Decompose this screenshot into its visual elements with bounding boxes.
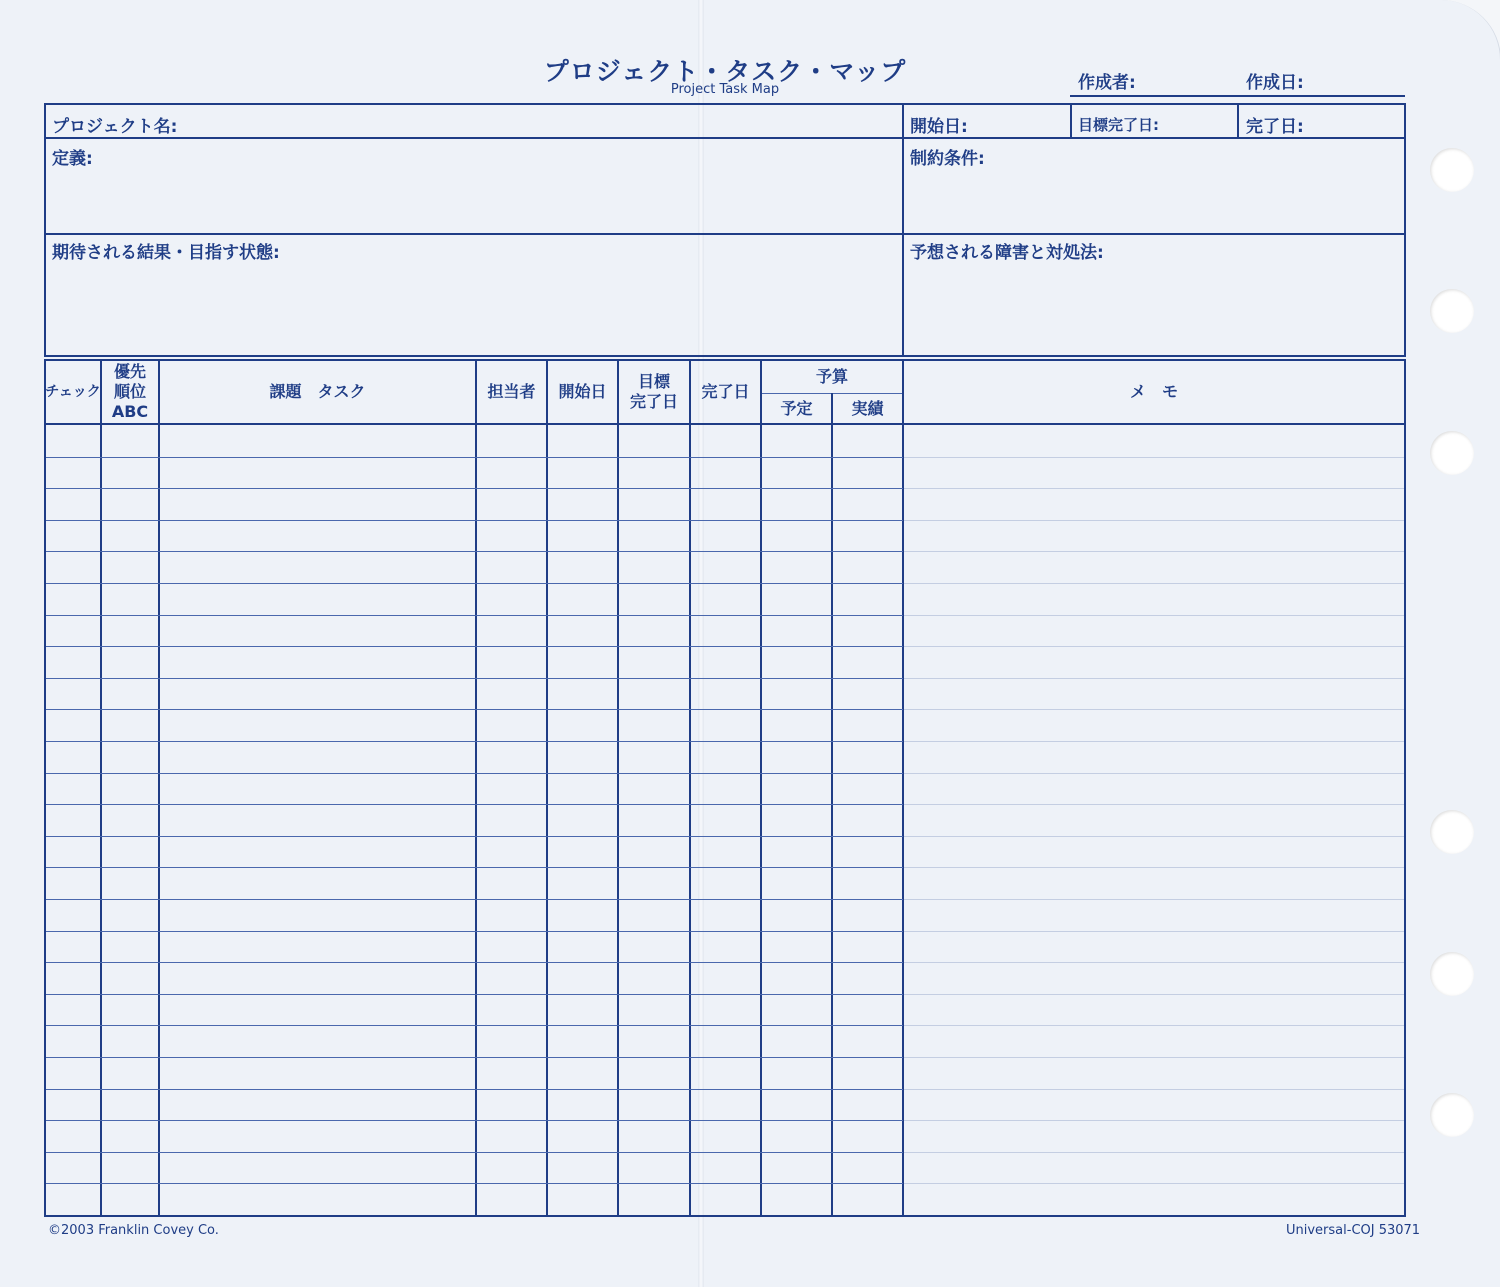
- memo-row-line: [904, 678, 1404, 679]
- table-row-line: [46, 1089, 903, 1090]
- priority-header-line2: 順位: [113, 382, 146, 401]
- constraints-label: 制約条件:: [910, 149, 985, 169]
- memo-row-line: [904, 773, 1404, 774]
- table-column-line: [1404, 359, 1406, 1217]
- target-header-line1: 目標: [637, 372, 670, 391]
- table-row-line: [46, 1183, 903, 1184]
- table-row-line: [46, 551, 903, 552]
- memo-row-line: [904, 457, 1404, 458]
- planned-header: 予定: [780, 399, 813, 418]
- priority-header-line3: ABC: [111, 402, 149, 421]
- table-row-line: [46, 583, 903, 584]
- memo-row-line: [904, 867, 1404, 868]
- memo-row-line: [904, 899, 1404, 900]
- form-left-border: [44, 103, 46, 357]
- done-header: 完了日: [701, 382, 750, 401]
- table-column-line: [831, 393, 833, 1217]
- table-row-line: [46, 488, 903, 489]
- memo-row-line: [904, 1089, 1404, 1090]
- memo-row-line: [904, 836, 1404, 837]
- table-row-line: [46, 520, 903, 521]
- priority-header-line1: 優先: [113, 362, 146, 381]
- memo-row-line: [904, 1025, 1404, 1026]
- page-fold: [698, 0, 704, 1287]
- table-row-line: [46, 678, 903, 679]
- form-row-divider: [44, 233, 1406, 235]
- start-header: 開始日: [558, 382, 607, 401]
- table-row-line: [46, 899, 903, 900]
- memo-row-line: [904, 804, 1404, 805]
- table-row-line: [46, 867, 903, 868]
- table-row-line: [46, 709, 903, 710]
- table-row-line: [46, 962, 903, 963]
- actual-header: 実績: [851, 399, 884, 418]
- page-title: プロジェクト・タスク・マップ: [543, 57, 907, 86]
- memo-row-line: [904, 488, 1404, 489]
- binder-hole: [1430, 431, 1474, 475]
- table-row-line: [46, 773, 903, 774]
- memo-row-line: [904, 551, 1404, 552]
- memo-row-line: [904, 646, 1404, 647]
- memo-header: メ モ: [1129, 382, 1178, 401]
- target-end-label: 目標完了日:: [1078, 116, 1159, 134]
- obstacles-label: 予想される障害と対処法:: [910, 243, 1104, 263]
- form-row-divider: [44, 137, 1406, 139]
- memo-row-line: [904, 994, 1404, 995]
- meta-underline: [1070, 95, 1405, 97]
- end-date-label: 完了日:: [1246, 117, 1304, 137]
- table-row-line: [46, 741, 903, 742]
- table-row-line: [46, 931, 903, 932]
- form-date-divider: [1070, 103, 1072, 138]
- created-date-label: 作成日:: [1246, 73, 1304, 93]
- target-header: [619, 361, 689, 423]
- priority-header: [102, 361, 158, 423]
- memo-row-line: [904, 583, 1404, 584]
- memo-row-line: [904, 1152, 1404, 1153]
- memo-row-line: [904, 1120, 1404, 1121]
- table-row-line: [46, 1025, 903, 1026]
- binder-hole: [1430, 952, 1474, 996]
- definition-label: 定義:: [52, 149, 93, 169]
- memo-row-line: [904, 962, 1404, 963]
- table-row-line: [46, 1057, 903, 1058]
- binder-hole: [1430, 810, 1474, 854]
- table-row-line: [46, 615, 903, 616]
- table-row-line: [46, 1152, 903, 1153]
- target-header-line2: 完了日: [629, 392, 678, 411]
- table-row-line: [46, 646, 903, 647]
- table-header-divider: [44, 423, 1406, 425]
- form-code: Universal-COJ 53071: [1286, 1223, 1421, 1238]
- memo-row-line: [904, 709, 1404, 710]
- form-top-border: [44, 103, 1406, 105]
- binder-hole: [1430, 148, 1474, 192]
- memo-row-line: [904, 931, 1404, 932]
- binder-hole: [1430, 1093, 1474, 1137]
- binder-hole: [1430, 289, 1474, 333]
- form-mid-divider: [902, 103, 904, 357]
- budget-header: 予算: [815, 367, 848, 386]
- memo-row-line: [904, 615, 1404, 616]
- copyright-text: ©2003 Franklin Covey Co.: [48, 1223, 219, 1238]
- start-date-label: 開始日:: [910, 117, 968, 137]
- page-subtitle: Project Task Map: [670, 82, 780, 97]
- form-right-border: [1404, 103, 1406, 357]
- memo-row-line: [904, 1057, 1404, 1058]
- table-row-line: [46, 994, 903, 995]
- form-date-divider: [1237, 103, 1239, 138]
- form-bottom-border: [44, 355, 1406, 357]
- memo-row-line: [904, 520, 1404, 521]
- memo-row-line: [904, 1183, 1404, 1184]
- table-row-line: [46, 836, 903, 837]
- table-row-line: [46, 457, 903, 458]
- owner-header: 担当者: [487, 382, 536, 401]
- memo-row-line: [904, 741, 1404, 742]
- table-row-line: [46, 1120, 903, 1121]
- project-name-label: プロジェクト名:: [52, 117, 178, 137]
- check-header: チェック: [45, 384, 101, 400]
- created-by-label: 作成者:: [1078, 73, 1136, 93]
- table-row-line: [46, 804, 903, 805]
- table-bottom-border: [44, 1215, 1406, 1217]
- task-header: 課題 タスク: [269, 382, 366, 401]
- expected-results-label: 期待される結果・目指す状態:: [52, 243, 280, 263]
